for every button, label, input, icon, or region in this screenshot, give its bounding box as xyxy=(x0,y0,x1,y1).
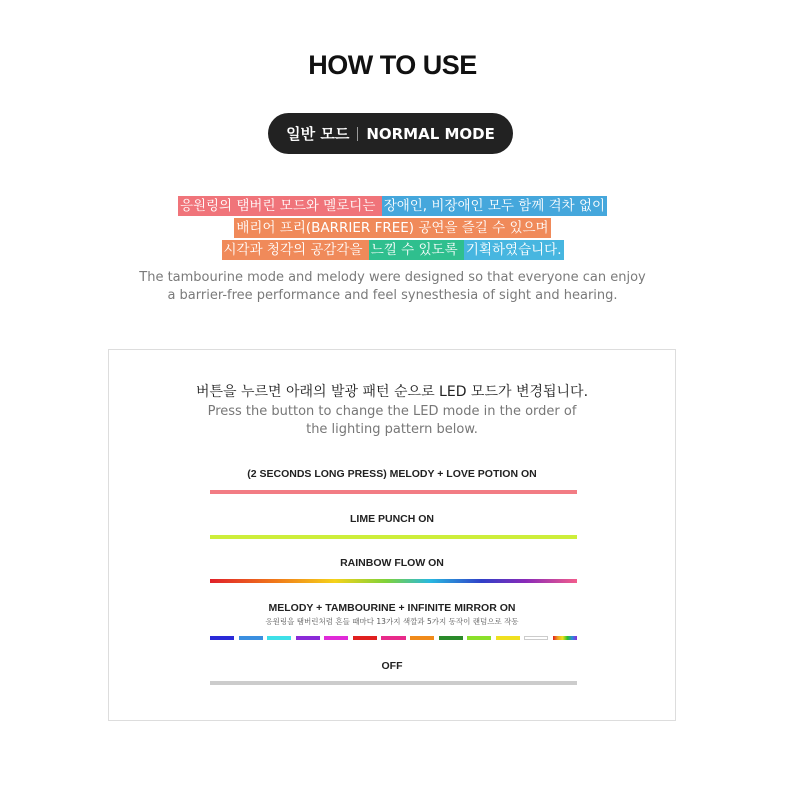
panel-instruction-english xyxy=(109,403,675,439)
mode-badge xyxy=(268,113,513,154)
mode-badge-ko: 일반 모드 xyxy=(286,125,350,143)
mode-color-segment xyxy=(439,636,463,640)
mode-bar-off xyxy=(210,681,577,685)
mode-color-segment xyxy=(553,636,577,640)
mode-bar-lime-punch xyxy=(210,535,577,539)
intro-english-line-1: The tambourine mode and melody were designed so that everyone can enjoy xyxy=(139,270,646,285)
mode-color-segment xyxy=(524,636,548,640)
intro-line-3-part-1: 시각과 청각의 공감각을 xyxy=(223,242,367,258)
intro-line-3 xyxy=(0,239,785,261)
mode-bar-rainbow-flow xyxy=(210,579,577,583)
mode-color-segment xyxy=(410,636,434,640)
mode-label-lime-punch: LIME PUNCH ON xyxy=(350,513,434,525)
mode-color-segment xyxy=(496,636,520,640)
intro-line-3-part-2: 느낄 수 있도록 xyxy=(370,242,462,258)
mode-color-segment xyxy=(239,636,263,640)
mode-color-segment xyxy=(210,636,234,640)
panel-instruction-english-line-2: the lighting pattern below. xyxy=(306,422,478,437)
page-title: HOW TO USE xyxy=(308,50,477,80)
intro-english-line-2: a barrier-free performance and feel synesthesia of sight and hearing. xyxy=(167,288,618,303)
mode-sub-infinite-mirror: 응원링을 탬버린처럼 흔들 때마다 13가지 색깔과 5가지 동작이 랜덤으로 작동 xyxy=(265,617,519,626)
led-mode-panel xyxy=(108,349,676,721)
intro-line-1 xyxy=(0,195,785,217)
mode-color-segment xyxy=(296,636,320,640)
intro-line-1-part-2: 장애인, 비장애인 모두 함께 격차 없이 xyxy=(383,198,606,214)
mode-color-segment xyxy=(381,636,405,640)
mode-color-segment xyxy=(267,636,291,640)
mode-bar-love-potion xyxy=(210,490,577,494)
mode-color-segment xyxy=(324,636,348,640)
mode-label-love-potion: (2 SECONDS LONG PRESS) MELODY + LOVE POTION ON xyxy=(247,468,537,480)
mode-badge-en: NORMAL MODE xyxy=(366,124,495,143)
mode-label-infinite-mirror: MELODY + TAMBOURINE + INFINITE MIRROR ON xyxy=(268,602,516,614)
mode-label-off: OFF xyxy=(381,660,403,672)
mode-bar-infinite-mirror xyxy=(210,636,577,640)
intro-line-3-part-3: 기획하였습니다. xyxy=(465,242,562,258)
mode-badge-divider xyxy=(357,127,358,141)
mode-color-segment xyxy=(467,636,491,640)
intro-line-2-part-1: 배리어 프리(BARRIER FREE) 공연을 즐길 수 있으며 xyxy=(236,220,549,236)
mode-label-rainbow-flow: RAINBOW FLOW ON xyxy=(340,557,444,569)
intro-line-2 xyxy=(0,217,785,239)
intro-english xyxy=(0,269,785,305)
intro-korean xyxy=(0,195,785,261)
intro-line-1-part-1: 응원링의 탬버린 모드와 멜로디는 xyxy=(179,198,380,214)
mode-color-segment xyxy=(353,636,377,640)
panel-instruction-korean: 버튼을 누르면 아래의 발광 패턴 순으로 LED 모드가 변경됩니다. xyxy=(195,384,589,400)
panel-instruction-english-line-1: Press the button to change the LED mode in the order of xyxy=(207,404,577,419)
